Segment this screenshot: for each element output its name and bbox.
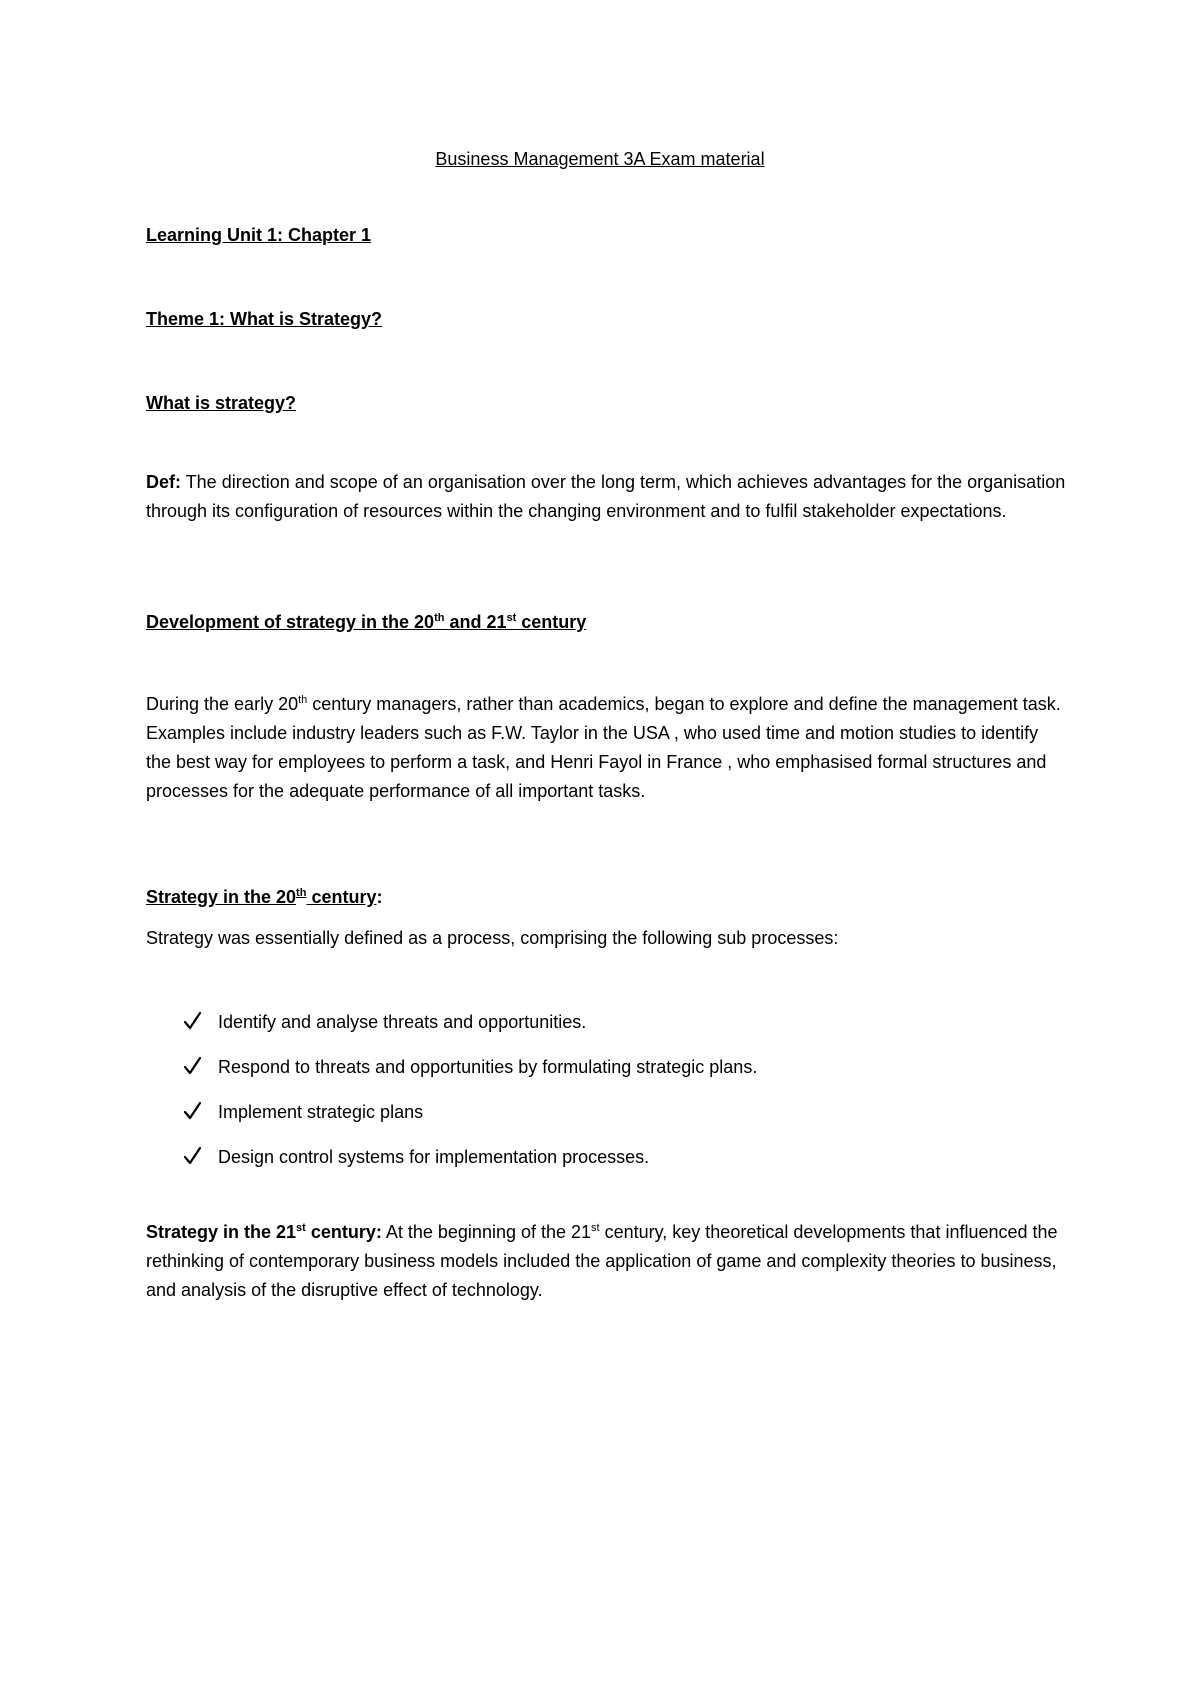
theme-heading: Theme 1: What is Strategy? [146, 309, 383, 329]
list-item-text: Design control systems for implementation processes. [218, 1147, 650, 1167]
development-heading [146, 608, 1066, 637]
definition-label: Def: [146, 472, 181, 492]
paragraph-text: century, key theoretical developments that influenced the rethinking of contemporary business models included the application of game and complexity theories to business, and analysis of the disruptive effect of technology. [146, 1222, 1058, 1300]
list-item [182, 1100, 1062, 1145]
superscript: st [591, 1222, 600, 1234]
early-20th-paragraph [146, 690, 1066, 806]
list-item-text: Respond to threats and opportunities by formulating strategic plans. [218, 1057, 758, 1077]
checkmark-icon [182, 1010, 204, 1034]
superscript: th [298, 694, 308, 706]
superscript: st [296, 1222, 306, 1234]
sub-processes-checklist [182, 1010, 1062, 1190]
list-item [182, 1010, 1062, 1055]
definition-paragraph [146, 468, 1066, 526]
paragraph-text: During the early 20 [146, 694, 299, 714]
list-item-text: Identify and analyse threats and opportunities. [218, 1012, 587, 1032]
paragraph-text: century managers, rather than academics, began to explore and define the management task. Examples include industry leaders such as F.W. Taylor in the USA , who used time and motion studies to identify the best way for employees to perform a task, and Henri Fayol in France , who emphasised formal structures and processes for the adequate performance of all important tasks. [146, 694, 1061, 801]
checkmark-icon [182, 1100, 204, 1124]
strategy-21st-paragraph [146, 1218, 1066, 1305]
strategy-20th-heading [146, 883, 1066, 912]
list-item [182, 1145, 1062, 1190]
document-title: Business Management 3A Exam material [435, 149, 765, 169]
development-heading-part: century [516, 612, 587, 632]
paragraph-label: Strategy in the 21 [146, 1222, 297, 1242]
development-heading-part: Development of strategy in the 20 [146, 612, 435, 632]
list-item [182, 1055, 1062, 1100]
what-is-strategy-heading: What is strategy? [146, 393, 297, 413]
paragraph-text: At the beginning of the 21 [381, 1222, 592, 1242]
strategy-20th-intro: Strategy was essentially defined as a process, comprising the following sub processes: [146, 928, 839, 948]
superscript: th [296, 887, 307, 899]
paragraph-label: century: [305, 1222, 382, 1242]
unit-heading: Learning Unit 1: Chapter 1 [146, 225, 372, 245]
checkmark-icon [182, 1145, 204, 1169]
list-item-text: Implement strategic plans [218, 1102, 424, 1122]
superscript: st [506, 612, 517, 624]
heading-text: century [306, 887, 377, 907]
development-heading-part: and 21 [444, 612, 507, 632]
heading-text: Strategy in the 20 [146, 887, 297, 907]
checkmark-icon [182, 1055, 204, 1079]
definition-text: The direction and scope of an organisation over the long term, which achieves advantages for the organisation through its configuration of resources within the changing environment and to fulfil stakeholder expectations. [146, 472, 1066, 521]
heading-colon: : [376, 887, 383, 907]
superscript: th [434, 612, 445, 624]
